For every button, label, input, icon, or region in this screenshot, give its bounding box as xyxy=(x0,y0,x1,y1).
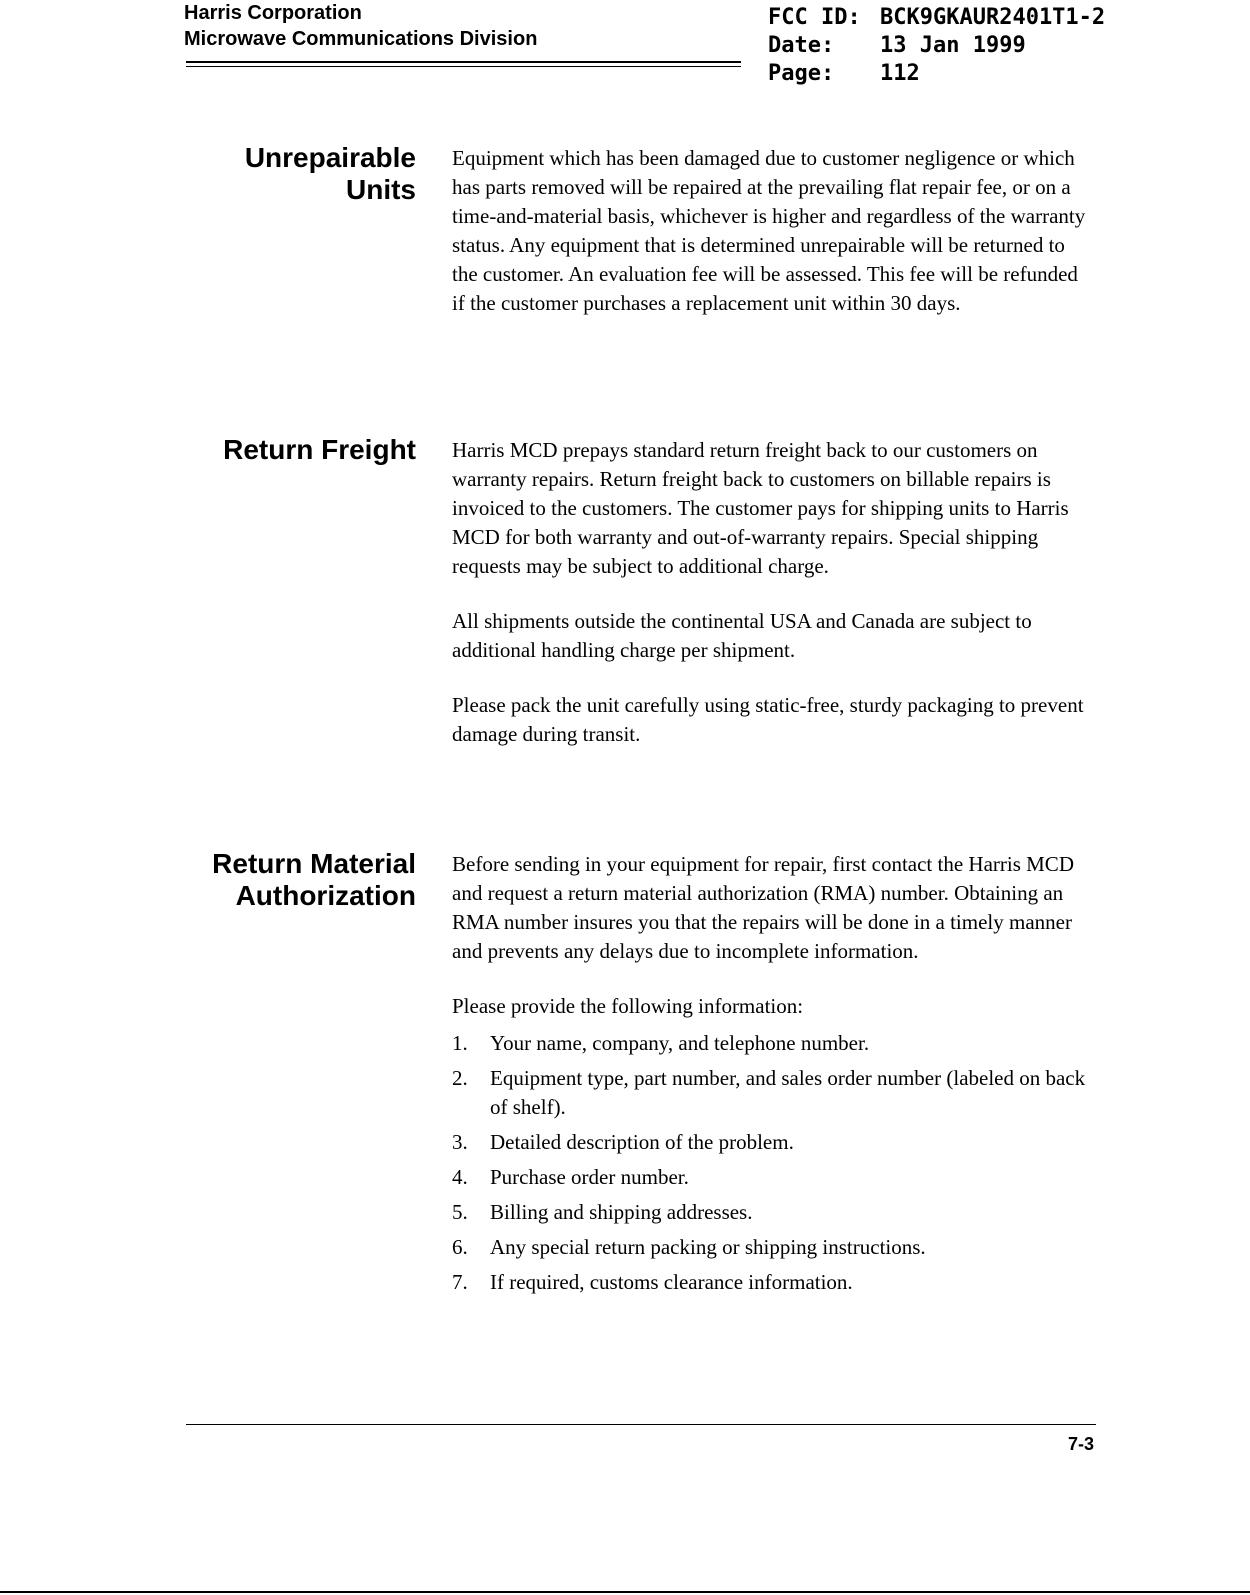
paragraph: Please pack the unit carefully using static-free, sturdy packaging to prevent damage during transit. xyxy=(452,693,1084,746)
page-label: Page: xyxy=(768,61,835,86)
header-rule-thin xyxy=(186,66,741,67)
paragraph: Harris MCD prepays standard return freight back to our customers on warranty repairs. Return freight back to customers on billable repairs is invoiced to the customers. The customer pays for shipping units to Harris MCD for both warranty and out-of-warranty repairs. Special shipping requests may be subject to additional charge. xyxy=(452,438,1069,578)
list-text: Your name, company, and telephone number. xyxy=(490,1031,870,1055)
list-number: 4. xyxy=(452,1165,468,1189)
list-number: 6. xyxy=(452,1235,468,1259)
list-item xyxy=(452,1029,1092,1058)
list-text: If required, customs clearance information. xyxy=(490,1270,853,1294)
info-list xyxy=(452,1029,1092,1297)
company-name: Harris Corporation xyxy=(184,2,362,24)
fcc-id-value: BCK9GKAUR2401T1-2 xyxy=(880,5,1106,30)
list-item xyxy=(452,1128,1092,1157)
list-number: 7. xyxy=(452,1270,468,1294)
list-item xyxy=(452,1198,1092,1227)
header-rule xyxy=(186,61,741,63)
paragraph: Please provide the following information: xyxy=(452,994,804,1018)
paragraph: Before sending in your equipment for repair, first contact the Harris MCD and request a return material authorization (RMA) number. Obtaining an RMA number insures you that the repairs will be done in a timely manner and prevents any delays due to incomplete information. xyxy=(452,852,1074,963)
footer-rule xyxy=(186,1424,1096,1425)
list-number: 2. xyxy=(452,1066,468,1090)
heading-line: Return Material xyxy=(212,848,416,879)
page-row xyxy=(768,60,1105,88)
section-body xyxy=(452,144,1092,344)
date-row xyxy=(768,32,1105,60)
section-body xyxy=(452,850,1092,1303)
list-item xyxy=(452,1233,1092,1262)
paragraph: All shipments outside the continental USA and Canada are subject to additional handling charge per shipment. xyxy=(452,609,1032,662)
paragraph: Equipment which has been damaged due to customer negligence or which has parts removed will be repaired at the prevailing flat repair fee, or on a time-and-material basis, whichever is higher and regardless of the warranty status. Any equipment that is determined unrepairable will be returned to the customer. An evaluation fee will be assessed. This fee will be refunded if the customer purchases a replacement unit within 30 days. xyxy=(452,146,1086,315)
list-text: Billing and shipping addresses. xyxy=(490,1200,753,1224)
heading-line: Authorization xyxy=(235,880,416,911)
fcc-stamp xyxy=(768,4,1105,88)
date-value: 13 Jan 1999 xyxy=(880,33,1026,58)
list-text: Any special return packing or shipping instructions. xyxy=(490,1235,926,1259)
list-number: 5. xyxy=(452,1200,468,1224)
list-number: 1. xyxy=(452,1031,468,1055)
fcc-id-row xyxy=(768,4,1105,32)
list-item xyxy=(452,1163,1092,1192)
list-item xyxy=(452,1268,1092,1297)
section-heading xyxy=(212,848,416,912)
list-text: Detailed description of the problem. xyxy=(490,1130,794,1154)
page-value: 112 xyxy=(880,61,920,86)
section-heading: Return Freight xyxy=(223,434,416,465)
footer-page-number: 7-3 xyxy=(1067,1434,1094,1454)
heading-line: Unrepairable xyxy=(244,142,416,173)
list-text: Purchase order number. xyxy=(490,1165,689,1189)
heading-line: Units xyxy=(346,174,416,205)
section-body xyxy=(452,436,1092,775)
document-header xyxy=(184,0,537,52)
fcc-id-label: FCC ID: xyxy=(768,5,861,30)
list-text: Equipment type, part number, and sales order number (labeled on back of shelf). xyxy=(490,1066,1086,1119)
list-number: 3. xyxy=(452,1130,468,1154)
scan-bottom-edge xyxy=(0,1591,1250,1593)
date-label: Date: xyxy=(768,33,835,58)
division-name: Microwave Communications Division xyxy=(184,28,538,50)
list-item xyxy=(452,1064,1092,1122)
section-heading xyxy=(245,142,416,206)
